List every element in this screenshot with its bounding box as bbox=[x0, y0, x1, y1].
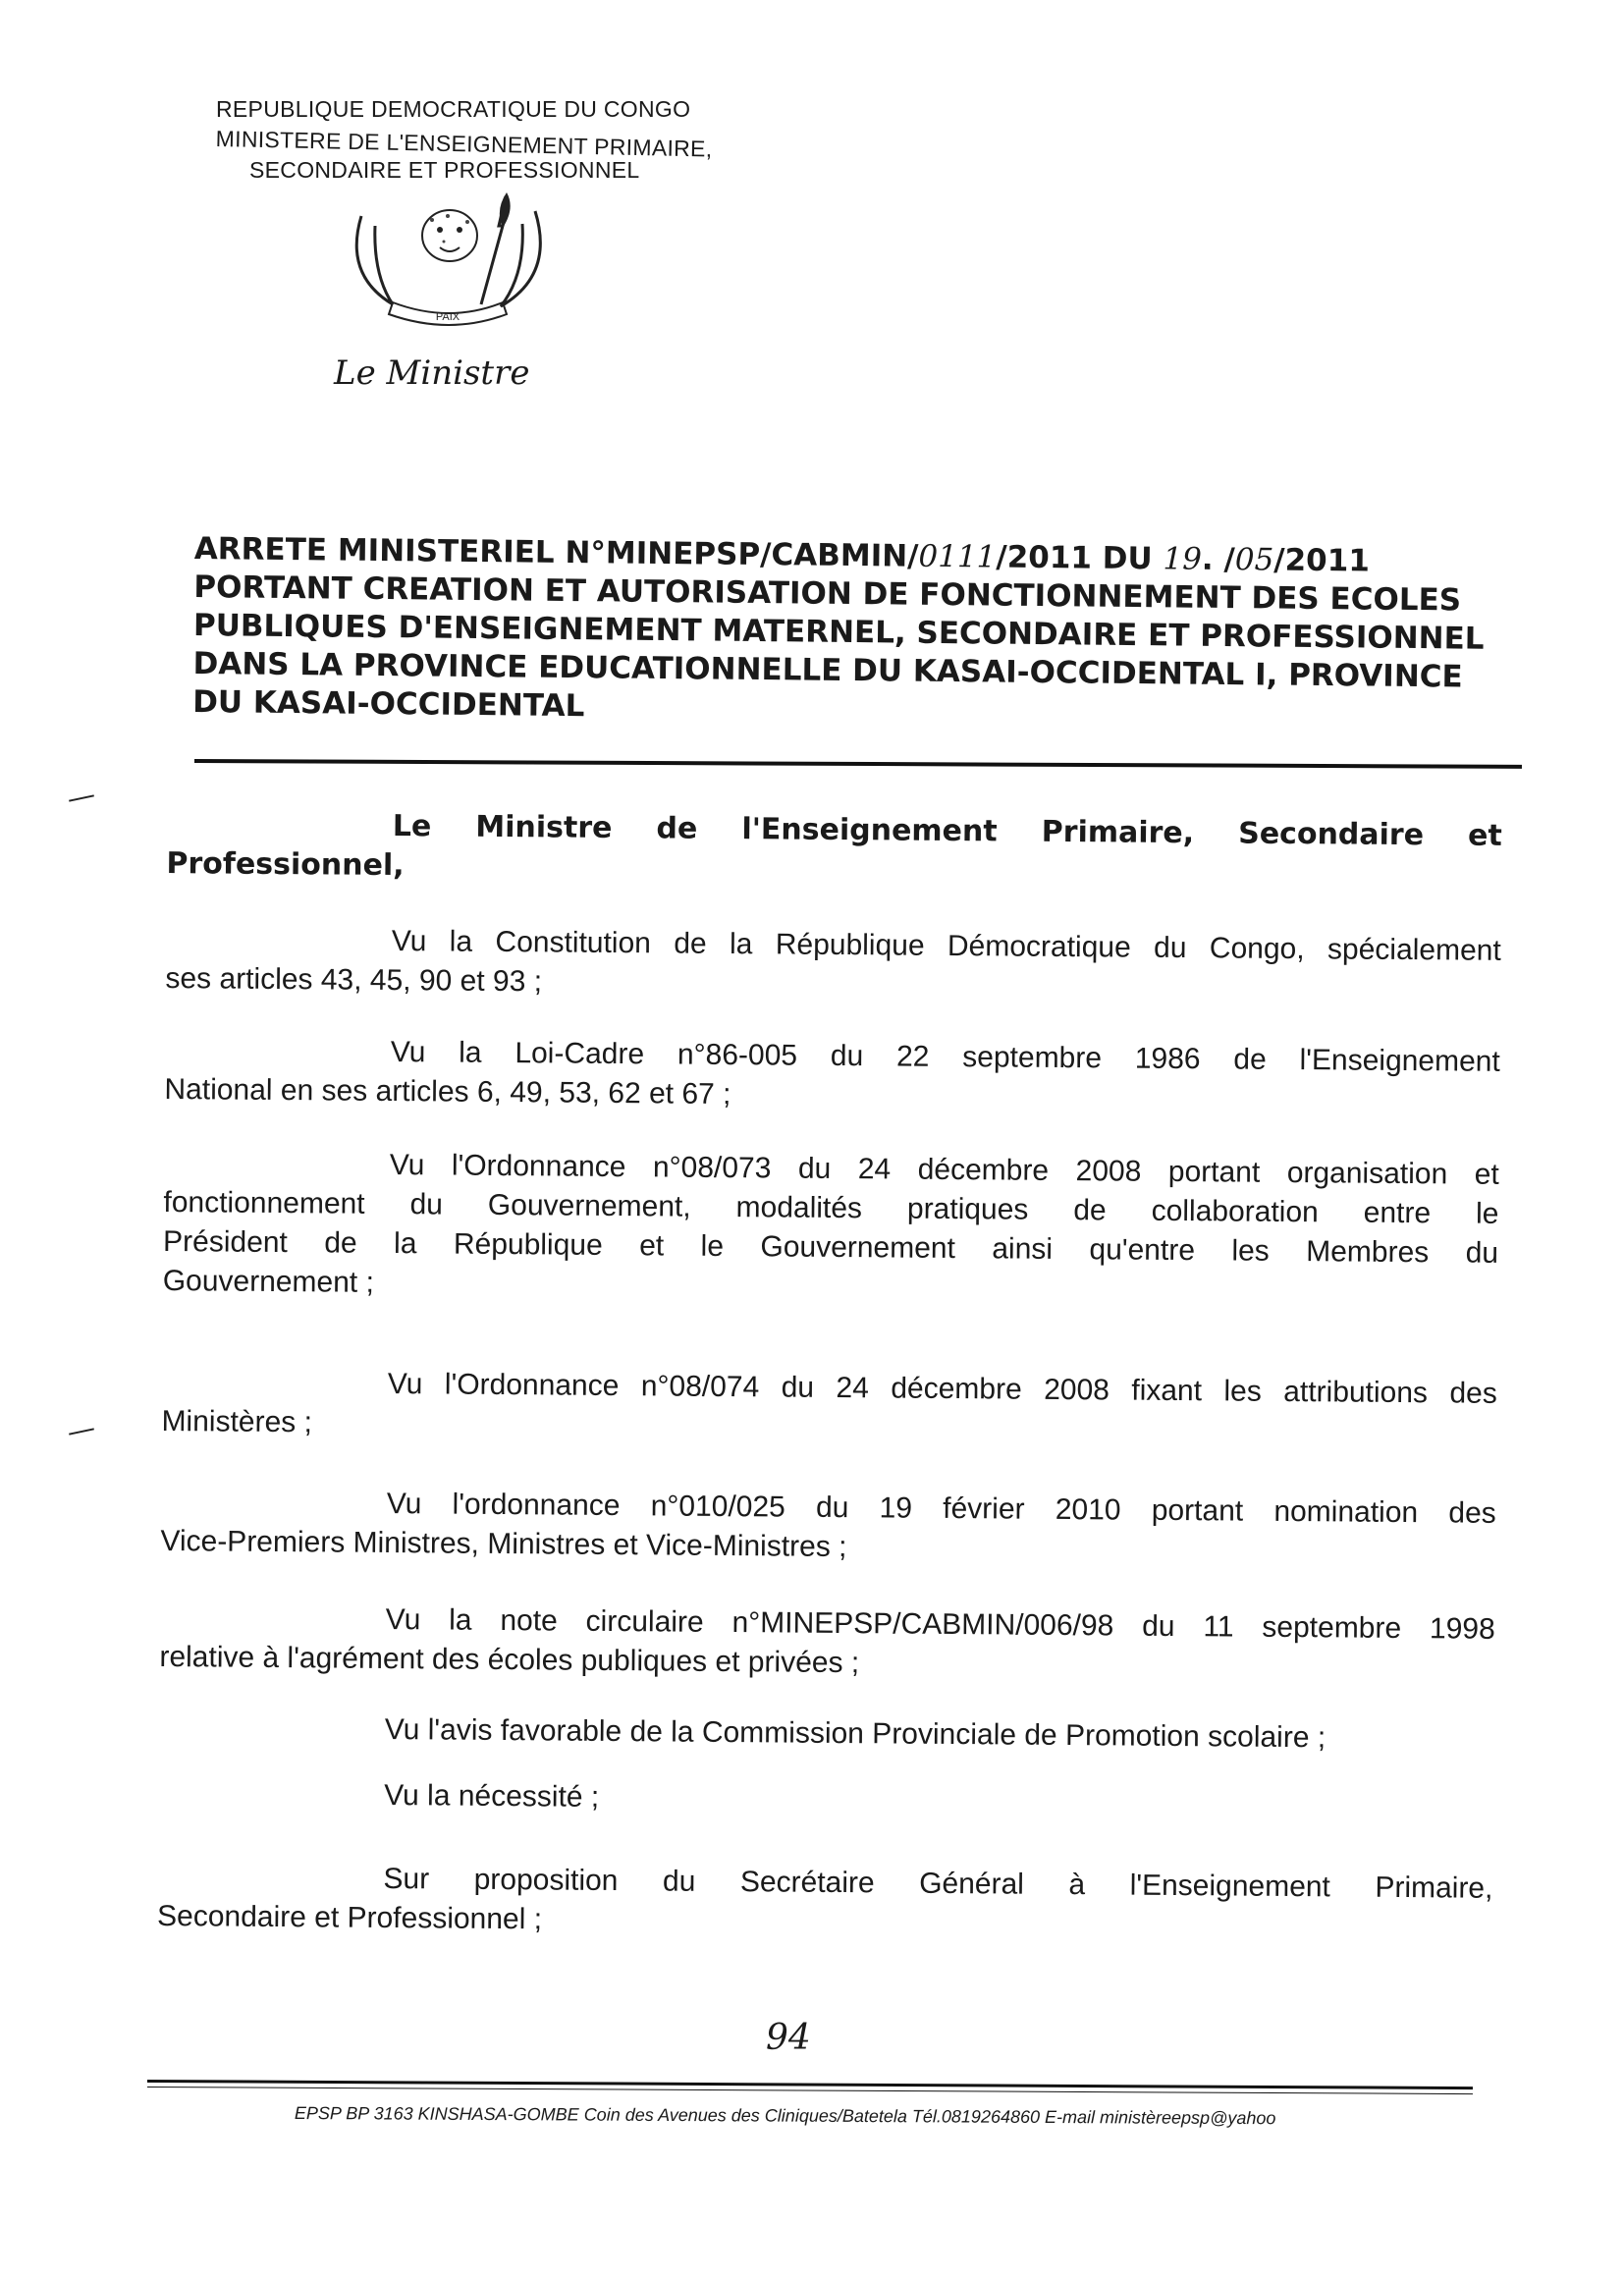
recital-ordonnance-08-073: Vu l'Ordonnance n°08/073 du 24 décembre 2008 portant organisation et fonctionnement du Gouvernement, modalités pratiques de collaboration entre le Président de la République et le Gouvernement ainsi qu'entre les Membres du Gouvernement ; bbox=[162, 1148, 1499, 1299]
coat-of-arms-icon bbox=[334, 187, 569, 344]
decree-month-handwritten: 05 bbox=[1234, 542, 1274, 578]
recital-proposition: Sur proposition du Secrétaire Général à l'Enseignement Primaire, Secondaire et Professionnel ; bbox=[156, 1862, 1493, 1936]
recital-necessite: Vu la nécessité ; bbox=[384, 1778, 600, 1814]
footer-address: EPSP BP 3163 KINSHASA-GOMBE Coin des Avenues des Cliniques/Batetela Tél.0819264860 E-mail ministèreepsp@yahoo bbox=[294, 2103, 1276, 2129]
recital-ordonnance-08-074: Vu l'Ordonnance n°08/074 du 24 décembre 2008 fixant les attributions des Ministères ; bbox=[161, 1367, 1497, 1439]
recital-note-circulaire: Vu la note circulaire n°MINEPSP/CABMIN/006/98 du 11 septembre 1998 relative à l'agrément des écoles publiques et privées ; bbox=[159, 1602, 1495, 1680]
intro-paragraph: Le Ministre de l'Enseignement Primaire, Secondaire et Professionnel, bbox=[166, 809, 1502, 884]
recital-loi-cadre: Vu la Loi-Cadre n°86-005 du 22 septembre 1986 de l'Enseignement National en ses articles 6, 49, 53, 62 et 67 ; bbox=[164, 1035, 1500, 1111]
signatory-title: Le Ministre bbox=[334, 353, 530, 393]
decree-title bbox=[192, 530, 1526, 735]
decree-body bbox=[156, 805, 1522, 1936]
recital-avis-favorable: Vu l'avis favorable de la Commission Provinciale de Promotion scolaire ; bbox=[384, 1712, 1326, 1755]
margin-mark bbox=[69, 1428, 94, 1435]
title-line-5: DU KASAI-OCCIDENTAL bbox=[191, 683, 585, 725]
ministry-line-1: MINISTERE DE L'ENSEIGNEMENT PRIMAIRE, bbox=[215, 126, 713, 162]
decree-number-handwritten: 0111 bbox=[918, 538, 997, 575]
ministry-line-2: SECONDAIRE ET PROFESSIONNEL bbox=[249, 157, 640, 183]
decree-day-handwritten: 19 bbox=[1163, 541, 1203, 577]
title-underline bbox=[194, 759, 1522, 769]
country-name: REPUBLIQUE DEMOCRATIQUE DU CONGO bbox=[216, 96, 691, 122]
title-line-3: PUBLIQUES D'ENSEIGNEMENT MATERNEL, SECONDAIRE ET PROFESSIONNEL bbox=[192, 607, 1485, 657]
title-line-2: PORTANT CREATION ET AUTORISATION DE FONCTIONNEMENT DES ECOLES bbox=[193, 569, 1462, 619]
margin-mark bbox=[69, 794, 94, 801]
title-line-1: ARRETE MINISTERIEL N°MINEPSP/CABMIN/0111/2011 DU 19. /05/2011 bbox=[193, 530, 1371, 579]
recital-ordonnance-010-025: Vu l'ordonnance n°010/025 du 19 février 2010 portant nomination des Vice-Premiers Ministres, Ministres et Vice-Ministres ; bbox=[160, 1487, 1496, 1564]
recital-constitution: Vu la Constitution de la République Démocratique du Congo, spécialement ses articles 43, 45, 90 et 93 ; bbox=[165, 925, 1501, 999]
title-line-4: DANS LA PROVINCE EDUCATIONNELLE DU KASAI-OCCIDENTAL I, PROVINCE bbox=[192, 645, 1463, 695]
emblem-motto: PAIX bbox=[435, 311, 460, 323]
page-initial: 94 bbox=[766, 2018, 811, 2058]
